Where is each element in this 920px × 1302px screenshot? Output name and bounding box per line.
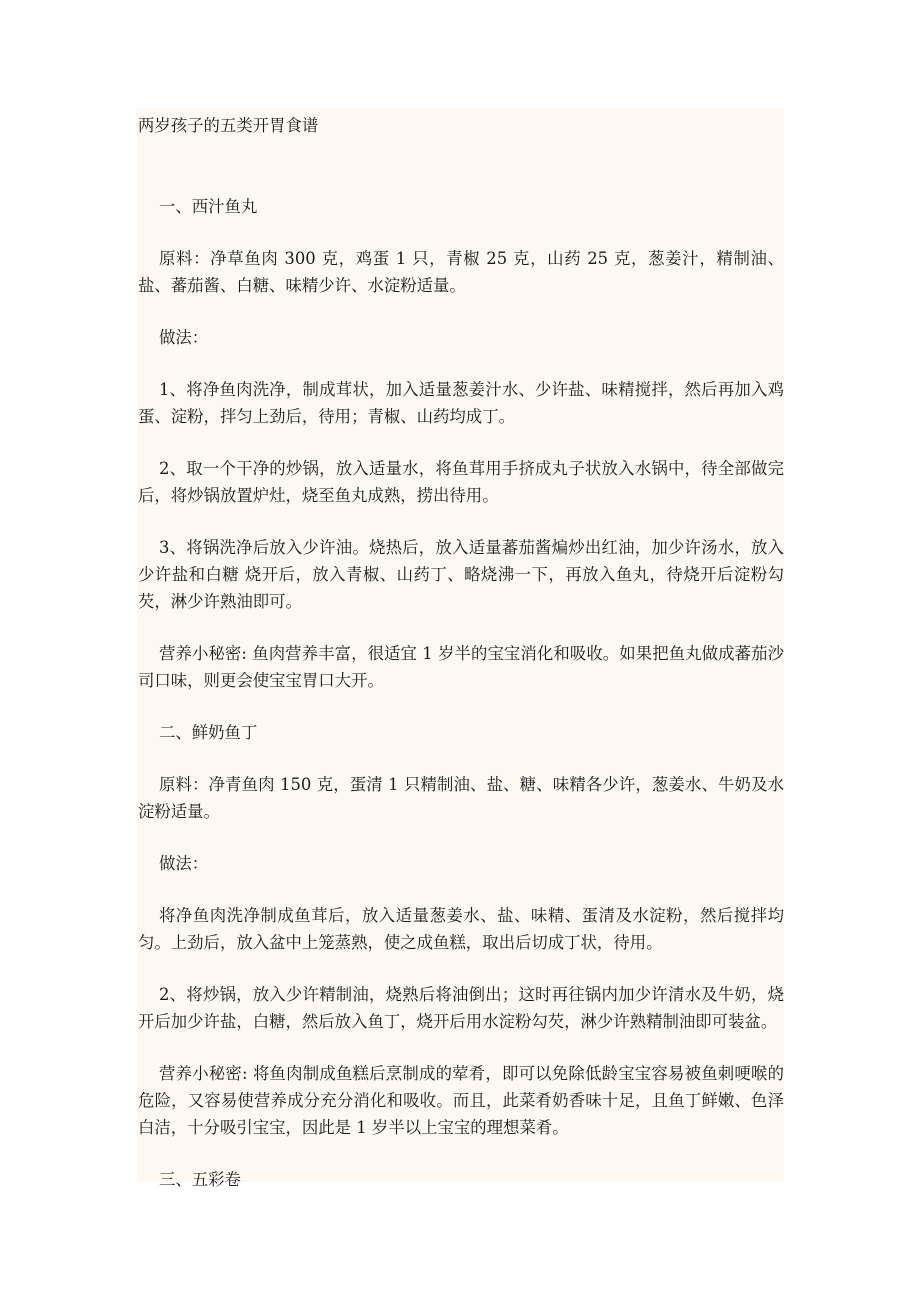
nutrition-tip-1: 营养小秘密: 鱼肉营养丰富，很适宜 1 岁半的宝宝消化和吸收。如果把鱼丸做成蕃茄沙司口味，则更会使宝宝胃口大开。 [138, 644, 784, 690]
step-1-3: 3、将锅洗净后放入少许油。烧热后，放入适量蕃茄酱煸炒出红油，加少许汤水，放入少许盐和白糖 烧开后，放入青椒、山药丁、略烧沸一下，再放入鱼丸，待烧开后淀粉勾芡，淋少许熟油即可。 [138, 538, 784, 611]
step-2-1: 将净鱼肉洗净制成鱼茸后，放入适量葱姜水、盐、味精、蛋清及水淀粉，然后搅拌均匀。上劲后，放入盆中上笼蒸熟，使之成鱼糕，取出后切成丁状，待用。 [138, 906, 784, 952]
section-heading-3: 三、五彩卷 [159, 1170, 241, 1189]
document-title: 两岁孩子的五类开胃食谱 [138, 116, 319, 135]
ingredients-2: 原料：净青鱼肉 150 克，蛋清 1 只精制油、盐、糖、味精各少许，葱姜水、牛奶及水淀粉适量。 [138, 775, 784, 821]
step-1-1: 1、将净鱼肉洗净，制成茸状，加入适量葱姜汁水、少许盐、味精搅拌，然后再加入鸡蛋、淀粉，拌匀上劲后，待用；青椒、山药均成丁。 [138, 380, 784, 426]
document-body [138, 112, 784, 1193]
method-label-1: 做法： [159, 328, 209, 347]
section-heading-2: 二、鲜奶鱼丁 [159, 723, 258, 742]
section-heading-1: 一、西汁鱼丸 [159, 197, 258, 216]
nutrition-tip-2: 营养小秘密: 将鱼肉制成鱼糕后烹制成的荤肴，即可以免除低龄宝宝容易被鱼刺哽喉的危险，又容易使营养成分充分消化和吸收。而且，此菜肴奶香味十足，且鱼丁鲜嫩、色泽白洁，十分吸引宝宝，因此是 1 岁半以上宝宝的理想菜肴。 [138, 1064, 784, 1137]
step-2-2: 2、将炒锅，放入少许精制油，烧熟后将油倒出；这时再往锅内加少许清水及牛奶，烧开后加少许盐，白糖，然后放入鱼丁，烧开后用水淀粉勾芡，淋少许熟精制油即可装盆。 [138, 985, 784, 1031]
method-label-2: 做法： [159, 854, 209, 873]
ingredients-1: 原料：净草鱼肉 300 克，鸡蛋 1 只，青椒 25 克，山药 25 克，葱姜汁，精制油、盐、蕃茄酱、白糖、味精少许、水淀粉适量。 [138, 249, 784, 295]
step-1-2: 2、取一个干净的炒锅，放入适量水，将鱼茸用手挤成丸子状放入水锅中，待全部做完后，将炒锅放置炉灶，烧至鱼丸成熟，捞出待用。 [138, 459, 784, 505]
